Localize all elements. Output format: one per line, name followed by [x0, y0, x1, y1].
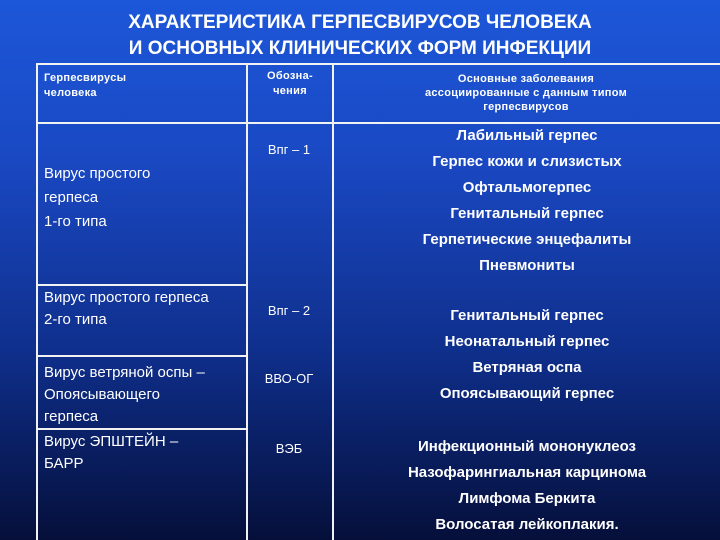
table-row-3-code: ВВО-ОГ: [264, 371, 314, 386]
table-top-border: [36, 63, 720, 65]
disease-item: Пневмониты: [479, 257, 575, 274]
table-row-4-diseases: [334, 434, 720, 538]
table-row-1-code: Впг – 1: [267, 142, 311, 157]
disease-item: Лимфома Беркита: [458, 490, 596, 507]
header-herpesviruses-line-1: Герпесвирусы: [44, 72, 127, 84]
table-row-divider-3: [36, 428, 246, 430]
header-herpesviruses-line-2: человека: [44, 87, 97, 99]
table-row-2-virus: [44, 287, 248, 331]
disease-item: Генитальный герпес: [450, 205, 604, 222]
virus-name-line: БАРР: [44, 455, 84, 472]
disease-item: Назофарингиальная карцинома: [407, 464, 647, 481]
virus-name-line: герпеса: [44, 408, 99, 425]
table-left-border: [36, 63, 38, 540]
header-herpesviruses: [44, 71, 240, 101]
table-row-divider-2: [36, 355, 246, 357]
virus-name-line: герпеса: [44, 189, 99, 206]
virus-name-line: Вирус простого герпеса: [44, 289, 209, 306]
disease-item: Генитальный герпес: [450, 307, 604, 324]
disease-item: Лабильный герпес: [456, 127, 598, 144]
virus-name-line: 2-го типа: [44, 311, 107, 328]
header-designations-line-1: Обозна-: [267, 70, 313, 82]
table-row-1-virus: [44, 162, 244, 234]
virus-name-line: 1-го типа: [44, 213, 107, 230]
table-row-4-virus: [44, 431, 248, 475]
disease-item: Герпетические энцефалиты: [422, 231, 632, 248]
header-diseases-line-2: ассоциированные с данным типом: [424, 87, 628, 99]
disease-item: Ветряная оспа: [472, 359, 582, 376]
disease-item: Герпес кожи и слизистых: [432, 153, 622, 170]
disease-item: Офтальмогерпес: [462, 179, 592, 196]
table-row-4-code: ВЭБ: [275, 441, 303, 456]
virus-name-line: Вирус ЭПШТЕЙН –: [44, 433, 179, 450]
table-row-3-virus: [44, 362, 248, 428]
disease-item: Опоясывающий герпес: [439, 385, 615, 402]
slide-title-line-1: ХАРАКТЕРИСТИКА ГЕРПЕСВИРУСОВ ЧЕЛОВЕКА: [128, 12, 592, 33]
disease-item: Инфекционный мононуклеоз: [417, 438, 636, 455]
header-designations: [250, 69, 330, 99]
table-row-2-diseases: [334, 303, 720, 355]
header-designations-line-2: чения: [273, 85, 307, 97]
header-diseases: [336, 72, 716, 114]
header-diseases-line-1: Основные заболевания: [457, 73, 595, 85]
slide-title: [0, 10, 720, 62]
table-row-2-code: Впг – 2: [267, 303, 311, 318]
virus-name-line: Опоясывающего: [44, 386, 160, 403]
table-row-divider-1: [36, 284, 246, 286]
header-diseases-line-3: герпесвирусов: [483, 101, 569, 113]
virus-name-line: Вирус ветряной оспы –: [44, 364, 205, 381]
slide-title-line-2: И ОСНОВНЫХ КЛИНИЧЕСКИХ ФОРМ ИНФЕКЦИИ: [128, 38, 592, 59]
table-row-1-diseases: [334, 123, 720, 279]
disease-item: Волосатая лейкоплакия.: [435, 516, 619, 533]
disease-item: Неонатальный герпес: [444, 333, 610, 350]
virus-name-line: Вирус простого: [44, 165, 151, 182]
table-row-3-diseases: [334, 355, 720, 407]
